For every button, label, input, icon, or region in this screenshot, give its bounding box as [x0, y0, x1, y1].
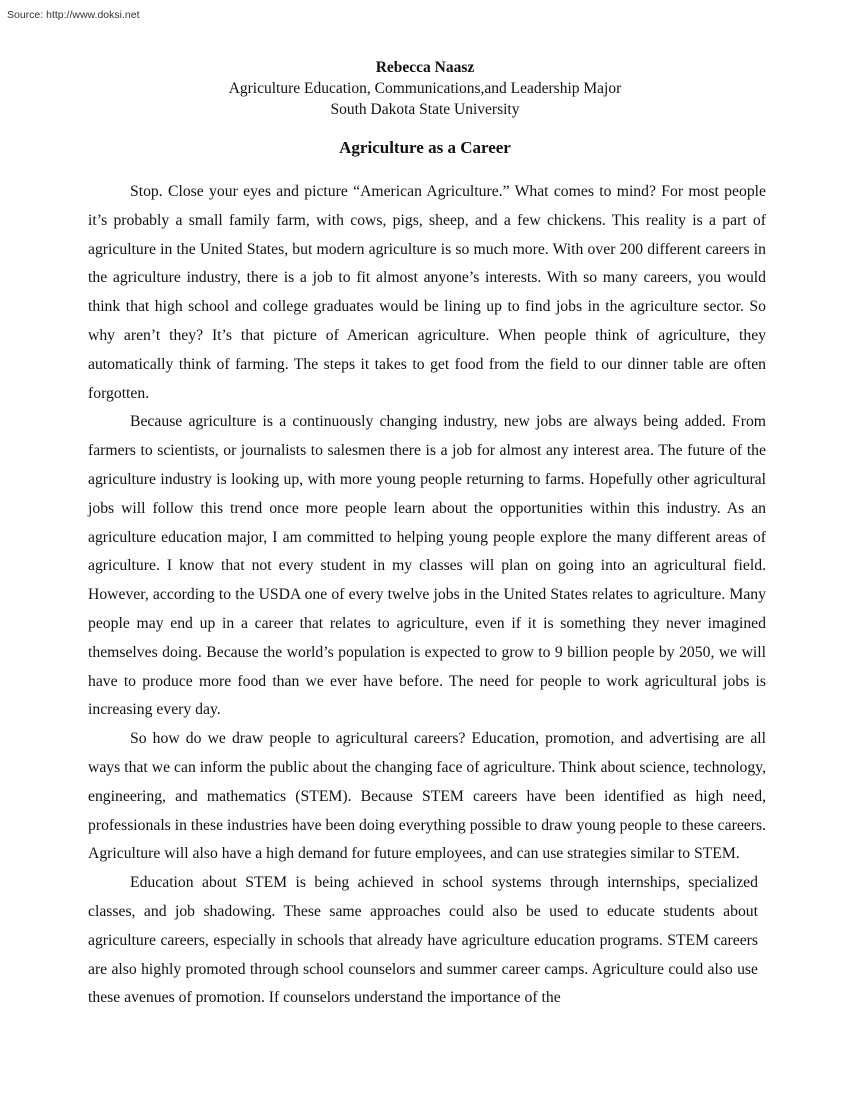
author-university: South Dakota State University	[330, 101, 520, 118]
body-paragraph: Stop. Close your eyes and picture “American Agriculture.” What comes to mind? For most people it’s probably a small family farm, with cows, pigs, sheep, and a few chickens. This reality is a part of agriculture in the United States, but modern agriculture is so much more. With over 200 different careers in the agriculture industry, there is a job to fit almost anyone’s interests. With so many careers, you would think that high school and college graduates would be lining up to find jobs in the agriculture sector. So why aren’t they? It’s that picture of American agriculture. When people think of agriculture, they automatically think of farming. The steps it takes to get food from the field to our dinner table are often forgotten.	[88, 183, 766, 402]
author-name: Rebecca Naasz	[375, 59, 475, 76]
document-title: Agriculture as a Career	[339, 138, 511, 157]
source-line: Source: http://www.doksi.net	[7, 9, 140, 21]
document-body	[88, 178, 766, 1013]
author-major: Agriculture Education, Communications,and Leadership Major	[228, 80, 622, 97]
document-header	[0, 57, 850, 120]
body-paragraph: Education about STEM is being achieved in school systems through internships, specialized classes, and job shadowing. These same approaches could also be used to educate students about agriculture careers, especially in schools that already have agriculture education programs. STEM careers are also highly promoted through school counselors and summer career camps. Agriculture could also use these avenues of promotion. If counselors understand the importance of the	[88, 874, 758, 1007]
body-paragraph: Because agriculture is a continuously changing industry, new jobs are always being added. From farmers to scientists, or journalists to salesmen there is a job for almost any interest area. The future of the agriculture industry is looking up, with more young people returning to farms. Hopefully other agricultural jobs will follow this trend once more people learn about the opportunities within this industry. As an agriculture education major, I am committed to helping young people explore the many different areas of agriculture. I know that not every student in my classes will plan on going into an agricultural field. However, according to the USDA one of every twelve jobs in the United States relates to agriculture. Many people may end up in a career that relates to agriculture, even if it is something they never imagined themselves doing. Because the world’s population is expected to grow to 9 billion people by 2050, we will have to produce more food than we ever have before. The need for people to work agricultural jobs is increasing every day.	[88, 413, 766, 719]
body-paragraph: So how do we draw people to agricultural careers? Education, promotion, and advertising are all ways that we can inform the public about the changing face of agriculture. Think about science, technology, engineering, and mathematics (STEM). Because STEM careers have been identified as high need, professionals in these industries have been doing everything possible to draw young people to these careers. Agriculture will also have a high demand for future employees, and can use strategies similar to STEM.	[88, 730, 766, 863]
